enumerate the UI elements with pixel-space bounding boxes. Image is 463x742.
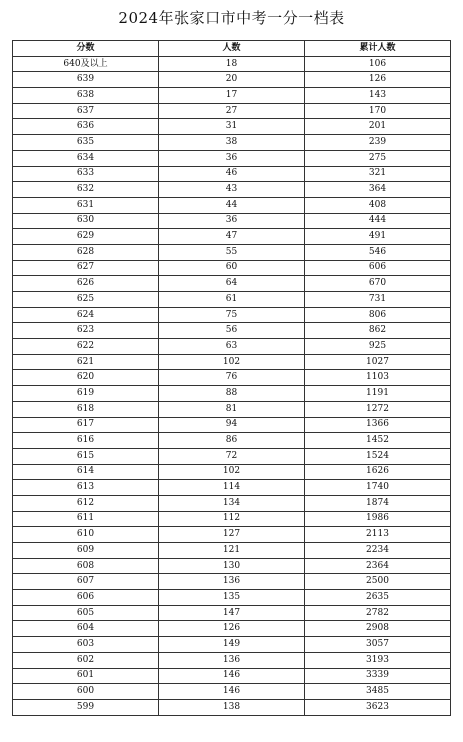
table-row bbox=[13, 56, 451, 72]
cell-cumulative: 170 bbox=[305, 103, 451, 119]
cell-score: 627 bbox=[13, 260, 159, 276]
table-row bbox=[13, 511, 451, 527]
cell-count: 126 bbox=[159, 621, 305, 637]
cell-count: 102 bbox=[159, 464, 305, 480]
cell-cumulative: 546 bbox=[305, 244, 451, 260]
cell-score: 629 bbox=[13, 229, 159, 245]
cell-score: 602 bbox=[13, 652, 159, 668]
cell-score: 608 bbox=[13, 558, 159, 574]
cell-count: 20 bbox=[159, 72, 305, 88]
table-row bbox=[13, 370, 451, 386]
cell-score: 622 bbox=[13, 339, 159, 355]
cell-cumulative: 1626 bbox=[305, 464, 451, 480]
cell-count: 36 bbox=[159, 150, 305, 166]
cell-score: 607 bbox=[13, 574, 159, 590]
cell-count: 47 bbox=[159, 229, 305, 245]
cell-score: 599 bbox=[13, 699, 159, 715]
table-row bbox=[13, 684, 451, 700]
cell-count: 138 bbox=[159, 699, 305, 715]
cell-count: 38 bbox=[159, 135, 305, 151]
cell-cumulative: 3339 bbox=[305, 668, 451, 684]
cell-cumulative: 364 bbox=[305, 182, 451, 198]
cell-count: 135 bbox=[159, 590, 305, 606]
cell-count: 130 bbox=[159, 558, 305, 574]
cell-count: 76 bbox=[159, 370, 305, 386]
cell-cumulative: 201 bbox=[305, 119, 451, 135]
cell-score: 600 bbox=[13, 684, 159, 700]
cell-score: 609 bbox=[13, 543, 159, 559]
cell-count: 136 bbox=[159, 652, 305, 668]
cell-count: 147 bbox=[159, 605, 305, 621]
cell-score: 616 bbox=[13, 433, 159, 449]
table-row bbox=[13, 72, 451, 88]
cell-score: 631 bbox=[13, 197, 159, 213]
cell-score: 610 bbox=[13, 527, 159, 543]
cell-score: 617 bbox=[13, 417, 159, 433]
table-row bbox=[13, 699, 451, 715]
score-table bbox=[12, 40, 451, 716]
cell-score: 605 bbox=[13, 605, 159, 621]
cell-count: 146 bbox=[159, 668, 305, 684]
cell-cumulative: 2635 bbox=[305, 590, 451, 606]
cell-count: 86 bbox=[159, 433, 305, 449]
cell-count: 72 bbox=[159, 448, 305, 464]
cell-score: 601 bbox=[13, 668, 159, 684]
cell-count: 149 bbox=[159, 637, 305, 653]
cell-score: 625 bbox=[13, 292, 159, 308]
table-row bbox=[13, 605, 451, 621]
cell-score: 615 bbox=[13, 448, 159, 464]
column-header-cumulative: 累计人数 bbox=[305, 41, 451, 57]
cell-count: 146 bbox=[159, 684, 305, 700]
cell-count: 46 bbox=[159, 166, 305, 182]
cell-count: 56 bbox=[159, 323, 305, 339]
cell-cumulative: 106 bbox=[305, 56, 451, 72]
cell-count: 88 bbox=[159, 386, 305, 402]
cell-score: 639 bbox=[13, 72, 159, 88]
cell-cumulative: 2364 bbox=[305, 558, 451, 574]
table-row bbox=[13, 244, 451, 260]
cell-count: 114 bbox=[159, 480, 305, 496]
cell-count: 55 bbox=[159, 244, 305, 260]
cell-score: 618 bbox=[13, 401, 159, 417]
table-row bbox=[13, 150, 451, 166]
cell-score: 633 bbox=[13, 166, 159, 182]
cell-score: 611 bbox=[13, 511, 159, 527]
cell-score: 640及以上 bbox=[13, 56, 159, 72]
cell-cumulative: 275 bbox=[305, 150, 451, 166]
cell-cumulative: 670 bbox=[305, 276, 451, 292]
cell-score: 632 bbox=[13, 182, 159, 198]
cell-cumulative: 1986 bbox=[305, 511, 451, 527]
cell-cumulative: 925 bbox=[305, 339, 451, 355]
cell-count: 17 bbox=[159, 88, 305, 104]
cell-count: 102 bbox=[159, 354, 305, 370]
cell-cumulative: 3193 bbox=[305, 652, 451, 668]
cell-cumulative: 126 bbox=[305, 72, 451, 88]
cell-cumulative: 2113 bbox=[305, 527, 451, 543]
table-row bbox=[13, 166, 451, 182]
cell-count: 134 bbox=[159, 495, 305, 511]
cell-score: 626 bbox=[13, 276, 159, 292]
table-row bbox=[13, 197, 451, 213]
cell-count: 121 bbox=[159, 543, 305, 559]
cell-cumulative: 1103 bbox=[305, 370, 451, 386]
table-row bbox=[13, 292, 451, 308]
table-row bbox=[13, 527, 451, 543]
cell-score: 604 bbox=[13, 621, 159, 637]
score-table-container bbox=[12, 40, 451, 716]
cell-count: 61 bbox=[159, 292, 305, 308]
cell-cumulative: 3057 bbox=[305, 637, 451, 653]
cell-cumulative: 1366 bbox=[305, 417, 451, 433]
cell-count: 75 bbox=[159, 307, 305, 323]
cell-count: 81 bbox=[159, 401, 305, 417]
cell-count: 136 bbox=[159, 574, 305, 590]
cell-count: 63 bbox=[159, 339, 305, 355]
cell-cumulative: 408 bbox=[305, 197, 451, 213]
table-row bbox=[13, 495, 451, 511]
table-header-row bbox=[13, 41, 451, 57]
cell-cumulative: 2908 bbox=[305, 621, 451, 637]
table-row bbox=[13, 386, 451, 402]
cell-score: 628 bbox=[13, 244, 159, 260]
table-row bbox=[13, 323, 451, 339]
table-body bbox=[13, 56, 451, 715]
cell-cumulative: 806 bbox=[305, 307, 451, 323]
cell-count: 31 bbox=[159, 119, 305, 135]
table-row bbox=[13, 401, 451, 417]
table-row bbox=[13, 621, 451, 637]
table-row bbox=[13, 480, 451, 496]
cell-score: 621 bbox=[13, 354, 159, 370]
table-row bbox=[13, 433, 451, 449]
cell-cumulative: 606 bbox=[305, 260, 451, 276]
cell-cumulative: 444 bbox=[305, 213, 451, 229]
cell-score: 638 bbox=[13, 88, 159, 104]
page-title: 2024年张家口市中考一分一档表 bbox=[118, 9, 345, 27]
table-row bbox=[13, 668, 451, 684]
table-row bbox=[13, 88, 451, 104]
table-row bbox=[13, 135, 451, 151]
cell-cumulative: 2500 bbox=[305, 574, 451, 590]
table-row bbox=[13, 417, 451, 433]
cell-score: 613 bbox=[13, 480, 159, 496]
table-row bbox=[13, 590, 451, 606]
cell-count: 127 bbox=[159, 527, 305, 543]
cell-cumulative: 1740 bbox=[305, 480, 451, 496]
cell-score: 619 bbox=[13, 386, 159, 402]
table-row bbox=[13, 558, 451, 574]
cell-score: 603 bbox=[13, 637, 159, 653]
cell-count: 43 bbox=[159, 182, 305, 198]
table-row bbox=[13, 276, 451, 292]
cell-count: 44 bbox=[159, 197, 305, 213]
table-row bbox=[13, 103, 451, 119]
table-row bbox=[13, 354, 451, 370]
cell-score: 612 bbox=[13, 495, 159, 511]
cell-score: 624 bbox=[13, 307, 159, 323]
table-row bbox=[13, 339, 451, 355]
cell-cumulative: 862 bbox=[305, 323, 451, 339]
table-row bbox=[13, 213, 451, 229]
cell-cumulative: 1452 bbox=[305, 433, 451, 449]
table-row bbox=[13, 543, 451, 559]
table-row bbox=[13, 574, 451, 590]
cell-cumulative: 2234 bbox=[305, 543, 451, 559]
table-row bbox=[13, 119, 451, 135]
cell-cumulative: 1027 bbox=[305, 354, 451, 370]
column-header-count: 人数 bbox=[159, 41, 305, 57]
cell-score: 635 bbox=[13, 135, 159, 151]
cell-score: 606 bbox=[13, 590, 159, 606]
cell-count: 18 bbox=[159, 56, 305, 72]
cell-score: 634 bbox=[13, 150, 159, 166]
cell-cumulative: 239 bbox=[305, 135, 451, 151]
cell-score: 636 bbox=[13, 119, 159, 135]
cell-count: 27 bbox=[159, 103, 305, 119]
table-row bbox=[13, 182, 451, 198]
table-row bbox=[13, 637, 451, 653]
cell-cumulative: 1272 bbox=[305, 401, 451, 417]
cell-cumulative: 1874 bbox=[305, 495, 451, 511]
table-row bbox=[13, 652, 451, 668]
cell-score: 637 bbox=[13, 103, 159, 119]
cell-cumulative: 731 bbox=[305, 292, 451, 308]
cell-count: 64 bbox=[159, 276, 305, 292]
cell-cumulative: 1524 bbox=[305, 448, 451, 464]
cell-cumulative: 321 bbox=[305, 166, 451, 182]
cell-cumulative: 143 bbox=[305, 88, 451, 104]
table-row bbox=[13, 464, 451, 480]
cell-count: 36 bbox=[159, 213, 305, 229]
cell-cumulative: 491 bbox=[305, 229, 451, 245]
cell-count: 94 bbox=[159, 417, 305, 433]
column-header-score: 分数 bbox=[13, 41, 159, 57]
cell-score: 623 bbox=[13, 323, 159, 339]
cell-cumulative: 3485 bbox=[305, 684, 451, 700]
cell-cumulative: 2782 bbox=[305, 605, 451, 621]
table-row bbox=[13, 260, 451, 276]
table-row bbox=[13, 307, 451, 323]
cell-score: 620 bbox=[13, 370, 159, 386]
cell-score: 630 bbox=[13, 213, 159, 229]
cell-cumulative: 3623 bbox=[305, 699, 451, 715]
table-row bbox=[13, 229, 451, 245]
cell-count: 112 bbox=[159, 511, 305, 527]
table-row bbox=[13, 448, 451, 464]
cell-count: 60 bbox=[159, 260, 305, 276]
cell-score: 614 bbox=[13, 464, 159, 480]
cell-cumulative: 1191 bbox=[305, 386, 451, 402]
